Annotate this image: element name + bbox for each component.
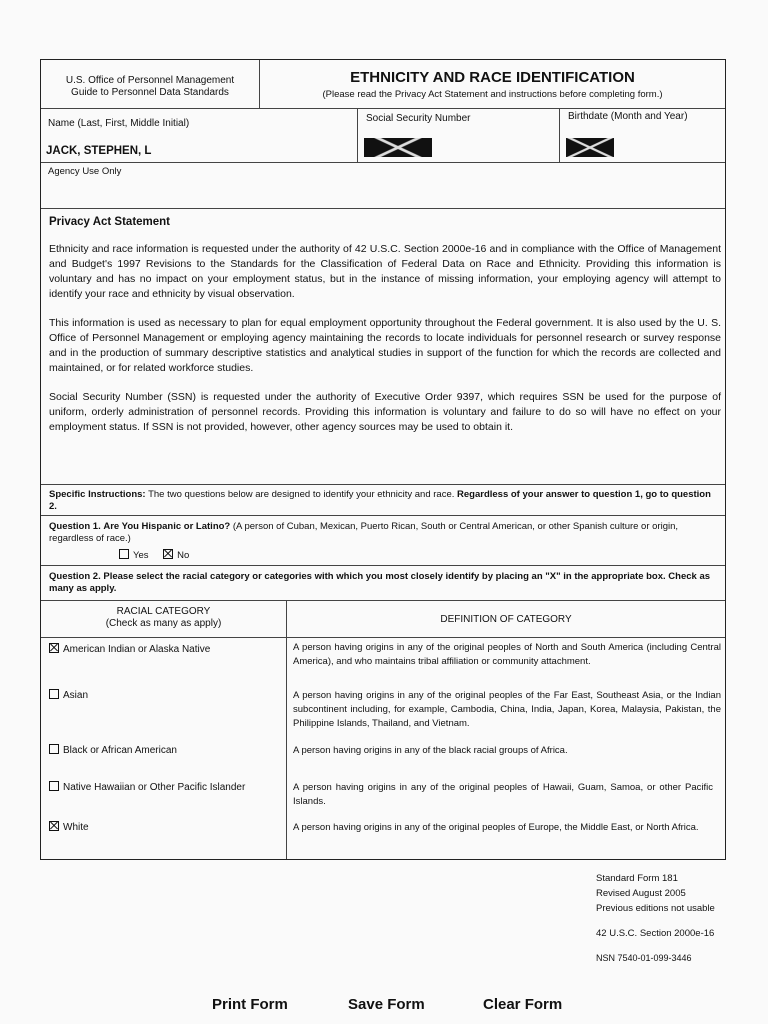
identity-row xyxy=(41,109,725,163)
table-column-divider xyxy=(286,638,287,859)
form-footer xyxy=(596,871,715,966)
hispanic-yes-checkbox[interactable] xyxy=(119,549,129,559)
name-label: Name (Last, First, Middle Initial) xyxy=(48,118,190,129)
category-option-asian[interactable] xyxy=(49,689,88,702)
hispanic-yes-label: Yes xyxy=(133,550,149,561)
form-revised: Revised August 2005 xyxy=(596,888,686,899)
question-1-label: Question 1. xyxy=(49,521,101,532)
category-table-body xyxy=(41,638,725,859)
privacy-heading: Privacy Act Statement xyxy=(49,216,171,228)
birthdate-redaction xyxy=(566,138,614,157)
privacy-act-section xyxy=(41,209,725,485)
category-definition: A person having origins in any of the black racial groups of Africa. xyxy=(293,745,568,756)
category-definition: A person having origins in any of the original peoples of North and South America (including Central America), and who maintains tribal affiliation or community attachment. xyxy=(293,642,721,667)
agency-use-label: Agency Use Only xyxy=(48,166,122,177)
category-label: Asian xyxy=(63,690,89,701)
ethnicity-race-form xyxy=(40,59,726,860)
black-checkbox[interactable] xyxy=(49,744,59,754)
instructions-row xyxy=(41,485,725,516)
category-label: Native Hawaiian or Other Pacific Islander xyxy=(63,782,246,793)
category-table-header xyxy=(41,601,725,638)
category-label: American Indian or Alaska Native xyxy=(63,644,211,655)
hispanic-yes-option[interactable] xyxy=(119,550,149,561)
category-definition: A person having origins in any of the original peoples of Hawaii, Guam, Samoa, or other Pacific Islands. xyxy=(293,782,713,807)
question-1-text: (A person of Cuban, Mexican, Puerto Rican, South or Central American, or other Spanish culture or origin, regardless of race.) xyxy=(49,521,679,544)
racial-category-subheading: (Check as many as apply) xyxy=(105,618,222,629)
agency-line-1: U.S. Office of Personnel Management xyxy=(65,75,235,86)
privacy-paragraph-1: Ethnicity and race information is requested under the authority of 42 U.S.C. Section 2000e-16 and in compliance with the Office of Management and Budget's 1997 Revisions to the Standards for the Classification of Federal Data on Race and Ethnicity. Providing this information is voluntary and has no impact on your employment status, but in the instance of missing information, your employing agency will attempt to identify your race and ethnicity by visual observation. xyxy=(49,243,721,300)
question-2-text: Please select the racial category or categories with which you most closely identify by placing an "X" in the appropriate box. Check as many as apply. xyxy=(49,571,711,594)
category-label: Black or African American xyxy=(63,745,177,756)
ssn-label: Social Security Number xyxy=(366,113,471,124)
birthdate-field[interactable] xyxy=(559,109,725,162)
racial-category-header xyxy=(41,601,286,637)
question-1-question: Are You Hispanic or Latino? xyxy=(103,521,231,532)
definition-heading: DEFINITION OF CATEGORY xyxy=(440,614,572,625)
question-1-options xyxy=(119,549,189,562)
question-2-row xyxy=(41,566,725,601)
hispanic-no-label: No xyxy=(177,550,190,561)
form-header xyxy=(41,60,725,109)
agency-line-2: Guide to Personnel Data Standards xyxy=(71,87,229,98)
instructions-emphasis: Regardless of your answer to question 1, go to question 2. xyxy=(49,489,711,512)
page-subtitle: (Please read the Privacy Act Statement and instructions before completing form.) xyxy=(322,89,663,100)
category-definition: A person having origins in any of the original peoples of Europe, the Middle East, or North Africa. xyxy=(293,822,699,833)
form-nsn: NSN 7540-01-099-3446 xyxy=(596,953,692,963)
hispanic-no-checkbox[interactable] xyxy=(163,549,173,559)
question-2-label: Question 2. xyxy=(49,571,101,582)
form-previous-editions: Previous editions not usable xyxy=(596,903,715,914)
name-field[interactable] xyxy=(41,109,357,162)
category-option-pacific-islander[interactable] xyxy=(49,781,245,794)
name-value: JACK, STEPHEN, L xyxy=(46,145,152,157)
privacy-paragraph-3: Social Security Number (SSN) is requested under the authority of Executive Order 9397, which requires SSN be used for the purpose of uniform, orderly administration of personnel records. Providing this information is voluntary and failure to do so will have no effect on your employment status. If SSN is not provided, however, other agency sources may be used to obtain it. xyxy=(49,391,721,433)
agency-use-row[interactable] xyxy=(41,163,725,209)
instructions-text: The two questions below are designed to identify your ethnicity and race. xyxy=(148,489,455,500)
print-form-button[interactable]: Print Form xyxy=(212,996,288,1013)
asian-checkbox[interactable] xyxy=(49,689,59,699)
save-form-button[interactable]: Save Form xyxy=(348,996,425,1013)
racial-category-heading: RACIAL CATEGORY xyxy=(116,606,211,617)
ssn-redaction xyxy=(364,138,432,157)
american-indian-checkbox[interactable] xyxy=(49,643,59,653)
definition-header xyxy=(286,601,725,637)
category-option-american-indian[interactable] xyxy=(49,643,210,656)
instructions-label: Specific Instructions: xyxy=(49,489,146,500)
category-label: White xyxy=(63,822,89,833)
hispanic-no-option[interactable] xyxy=(163,550,189,561)
category-option-black[interactable] xyxy=(49,744,177,757)
privacy-paragraph-2: This information is used as necessary to plan for equal employment opportunity throughout the Federal government. It is also used by the U. S. Office of Personnel Management or employing agency maintaining the records to locate individuals for personnel research or survey response and in the production of summary descriptive statistics and analytical studies in support of the function for which the records are collected and maintained, or for related workforce studies. xyxy=(49,317,721,374)
question-1-row xyxy=(41,516,725,566)
birthdate-label: Birthdate (Month and Year) xyxy=(568,111,688,122)
form-number: Standard Form 181 xyxy=(596,873,678,884)
ssn-field[interactable] xyxy=(357,109,559,162)
clear-form-button[interactable]: Clear Form xyxy=(483,996,563,1013)
agency-block xyxy=(41,60,259,108)
category-definition: A person having origins in any of the original peoples of the Far East, Southeast Asia, or the Indian subcontinent including, for example, Cambodia, China, India, Japan, Korea, Malaysia, Pakistan, the Philippine Islands, Thailand, and Vietnam. xyxy=(293,690,721,729)
pacific-islander-checkbox[interactable] xyxy=(49,781,59,791)
page-title: ETHNICITY AND RACE IDENTIFICATION xyxy=(350,69,635,86)
category-option-white[interactable] xyxy=(49,821,89,834)
title-block xyxy=(259,60,725,108)
form-authority: 42 U.S.C. Section 2000e-16 xyxy=(596,928,715,939)
white-checkbox[interactable] xyxy=(49,821,59,831)
